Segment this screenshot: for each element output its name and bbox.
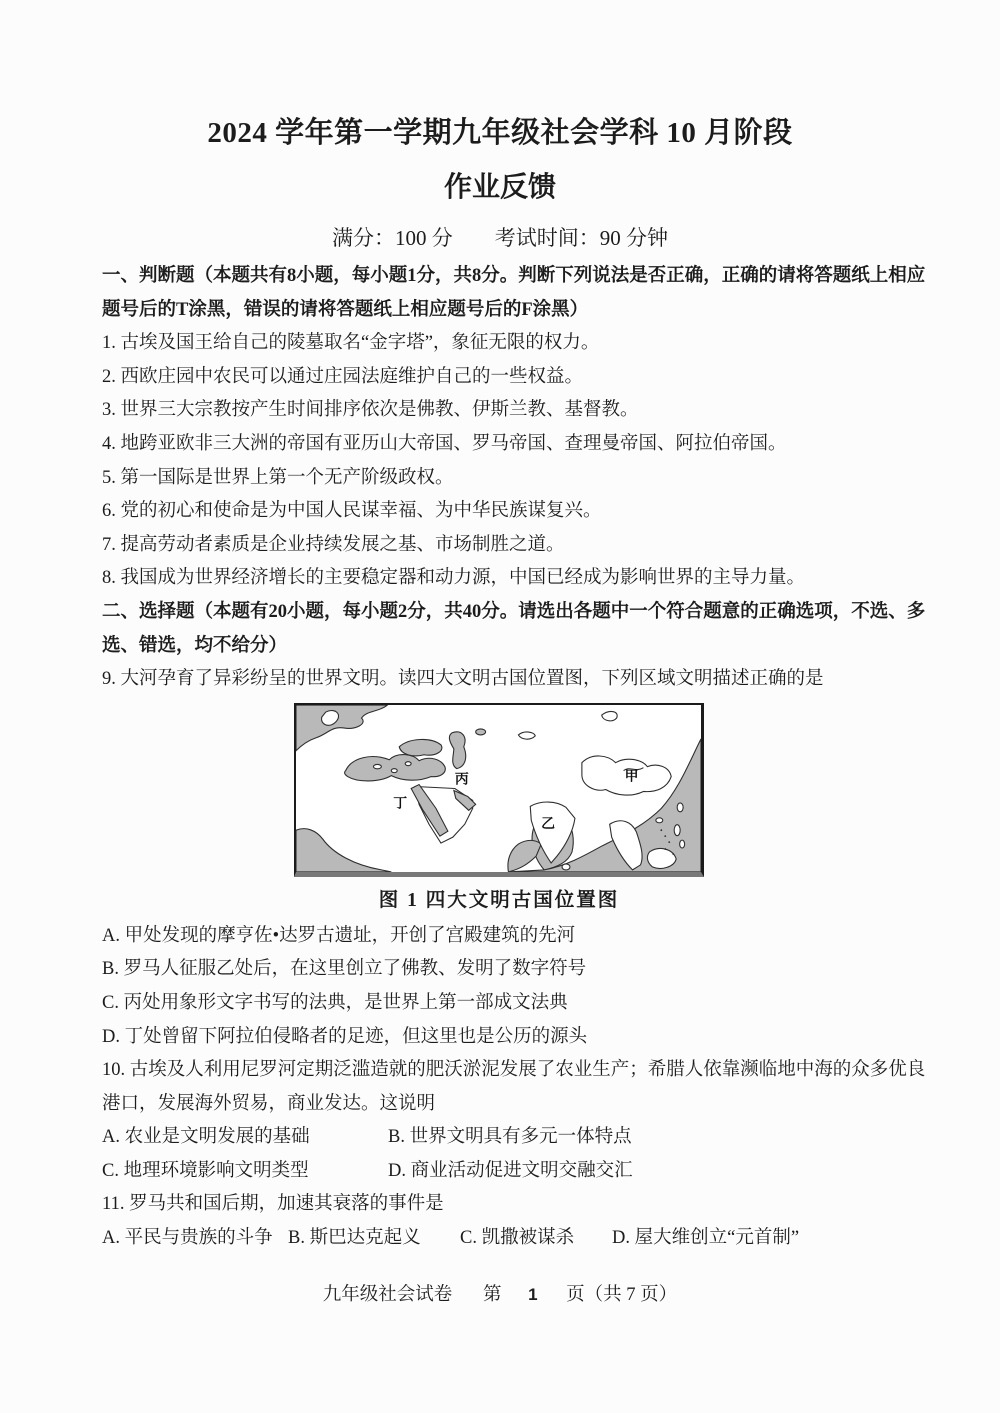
island-srilanka — [562, 864, 570, 870]
question-10-option-d: D. 商业活动促进文明交融交汇 — [388, 1160, 633, 1181]
island-med-2 — [391, 768, 397, 772]
civilizations-map — [296, 705, 701, 872]
judgment-section-heading-line2: 题号后的T涂黑，错误的请将答题纸上相应题号后的F涂黑） — [102, 299, 589, 320]
island-philippines-2 — [680, 840, 685, 848]
footer-paper-name: 九年级社会试卷 — [322, 1284, 453, 1305]
civilizations-map-figure — [294, 703, 704, 916]
question-10-stem-line1: 10. 古埃及人利用尼罗河定期泛滥造就的肥沃淤泥发展了农业生产；希腊人依靠濒临地中海的众多优良 — [102, 1060, 926, 1081]
island-hainan — [656, 818, 663, 823]
footer-page-number: 1 — [528, 1284, 538, 1304]
lake-balkhash — [518, 732, 535, 739]
question-10-option-c: C. 地理环境影响文明类型 — [102, 1160, 309, 1181]
question-11-stem: 11. 罗马共和国后期，加速其衰落的事件是 — [102, 1194, 444, 1215]
island-speck-1 — [664, 835, 666, 837]
page-title-line2: 作业反馈 — [443, 172, 556, 203]
question-11-option-d: D. 屋大维创立“元首制” — [612, 1228, 800, 1249]
question-10-option-b: B. 世界文明具有多元一体特点 — [388, 1127, 632, 1148]
island-med-3 — [405, 761, 411, 765]
sea-aral — [476, 729, 486, 735]
question-10-option-a: A. 农业是文明发展的基础 — [102, 1127, 310, 1148]
question-11-option-a: A. 平民与贵族的斗争 — [102, 1228, 273, 1249]
map-label-yi: 乙 — [541, 816, 556, 832]
question-9-option-a: A. 甲处发现的摩亨佐•达罗古遗址，开创了宫殿建筑的先河 — [102, 925, 576, 946]
judgment-question-8: 8. 我国成为世界经济增长的主要稳定器和动力源，中国已经成为影响世界的主导力量。 — [102, 568, 806, 589]
island-speck-5 — [664, 848, 666, 850]
exam-info: 满分：100 分 考试时间：90 分钟 — [332, 226, 668, 250]
question-9-option-c: C. 丙处用象形文字书写的法典，是世界上第一部成文法典 — [102, 992, 568, 1013]
island-philippines-1 — [674, 824, 680, 835]
question-11-option-b: B. 斯巴达克起义 — [288, 1228, 421, 1249]
map-caption: 图 1 四大文明古国位置图 — [378, 889, 620, 911]
question-11-option-c: C. 凯撒被谋杀 — [460, 1228, 575, 1249]
choice-section-heading-line2: 选、错选，均不给分） — [102, 635, 288, 656]
judgment-section-heading-line1: 一、判断题（本题共有8小题，每小题1分，共8分。判断下列说法是否正确，正确的请将答题纸上相应 — [102, 266, 926, 286]
question-9-option-b: B. 罗马人征服乙处后，在这里创立了佛教、发明了数字符号 — [102, 959, 587, 980]
judgment-question-6: 6. 党的初心和使命是为中国人民谋幸福、为中华民族谋复兴。 — [102, 501, 602, 522]
judgment-question-7: 7. 提高劳动者素质是企业持续发展之基、市场制胜之道。 — [102, 534, 565, 555]
question-9-option-d: D. 丁处曾留下阿拉伯侵略者的足迹，但这里也是公历的源头 — [102, 1026, 588, 1047]
judgment-question-3: 3. 世界三大宗教按产生时间排序依次是佛教、伊斯兰教、基督教。 — [102, 400, 639, 421]
lake-baikal — [602, 711, 617, 720]
exam-body — [0, 260, 1000, 1310]
question-10-stem-line2: 港口，发展海外贸易，商业发达。这说明 — [102, 1093, 436, 1114]
map-label-ding: 丁 — [393, 796, 408, 812]
island-speck-4 — [672, 853, 674, 855]
island-speck-2 — [668, 841, 670, 843]
judgment-question-1: 1. 古埃及国王给自己的陵墓取名“金字塔”，象征无限的权力。 — [102, 333, 600, 354]
judgment-question-2: 2. 西欧庄园中农民可以通过庄园法庭维护自己的一些权益。 — [102, 366, 584, 387]
judgment-question-4: 4. 地跨亚欧非三大洲的帝国有亚历山大帝国、罗马帝国、查理曼帝国、阿拉伯帝国。 — [102, 433, 787, 454]
map-frame — [294, 703, 704, 877]
judgment-question-5: 5. 第一国际是世界上第一个无产阶级政权。 — [102, 467, 454, 488]
question-9-stem: 9. 大河孕育了异彩纷呈的世界文明。读四大文明古国位置图，下列区域文明描述正确的是 — [102, 669, 824, 690]
choice-section-heading-line1: 二、选择题（本题有20小题，每小题2分，共40分。请选出各题中一个符合题意的正确选项，不选、多 — [102, 601, 926, 622]
island-med-1 — [373, 764, 381, 768]
footer-label-ye: 页（共 7 页） — [566, 1284, 678, 1305]
page-title-line1: 2024 学年第一学期九年级社会学科 10 月阶段 — [207, 117, 793, 149]
map-label-bing: 丙 — [454, 772, 469, 788]
footer-label-di: 第 — [482, 1284, 502, 1305]
sea-mediterranean — [345, 754, 446, 780]
page-footer — [102, 1280, 898, 1310]
island-taiwan — [677, 803, 683, 812]
map-label-jia: 甲 — [624, 769, 639, 785]
island-speck-3 — [660, 829, 662, 831]
